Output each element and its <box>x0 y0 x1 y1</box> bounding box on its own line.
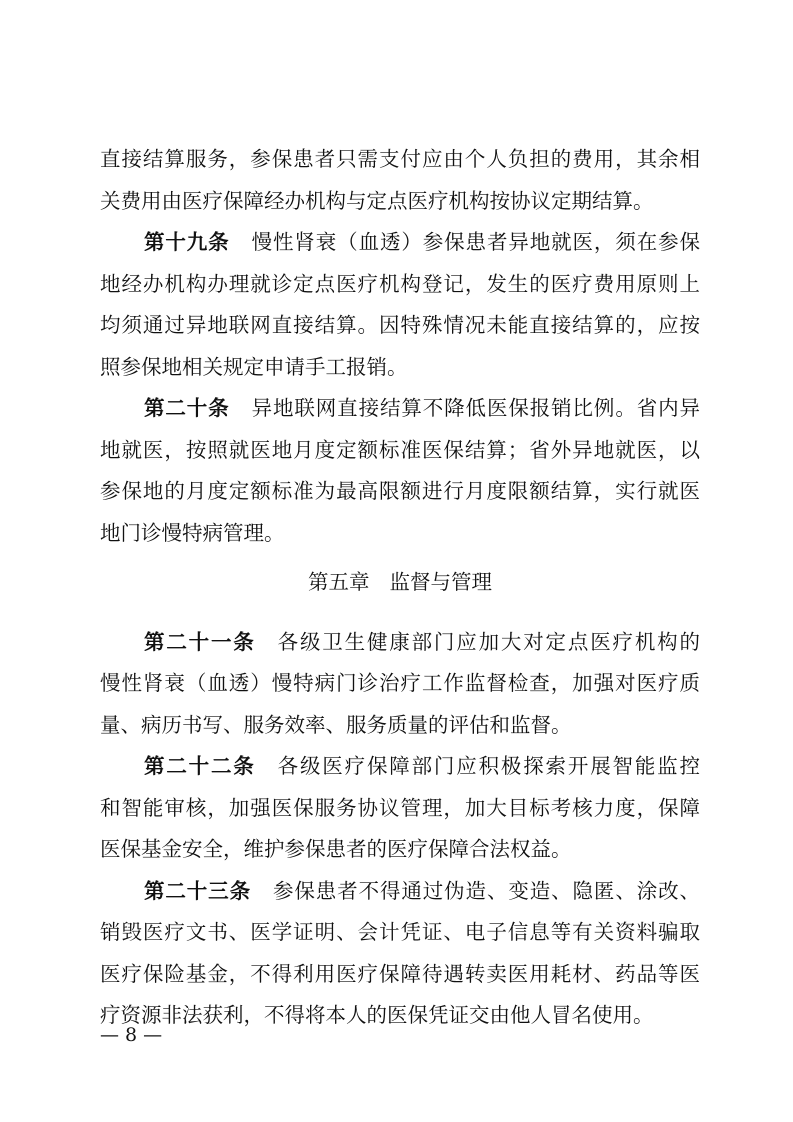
text-line: 医保基金安全，维护参保患者的医疗保障合法权益。 <box>100 837 572 861</box>
text-line: 地门诊慢特病管理。 <box>100 520 285 545</box>
text-line: 量、病历书写、服务效率、服务质量的评估和监督。 <box>100 712 572 737</box>
chapter-title: 监督与管理 <box>389 570 492 594</box>
text-line: 地经办机构办理就诊定点医疗机构登记，发生的医疗费用原则上 <box>100 271 700 296</box>
article-title: 第二十二条 <box>144 754 256 778</box>
text-line <box>100 871 700 913</box>
text-line <box>100 622 700 664</box>
article-20 <box>100 388 700 554</box>
text-line: 医疗保险基金，不得利用医疗保障待遇转卖医用耗材、药品等医 <box>100 961 700 986</box>
text-line: 参保地的月度定额标准为最高限额进行月度限额结算，实行就医 <box>100 479 700 503</box>
article-text: 慢性肾衰（血透）参保患者异地就医，须在参保 <box>251 230 701 254</box>
article-23 <box>100 871 700 1037</box>
text-line: 疗资源非法获利，不得将本人的医保凭证交由他人冒名使用。 <box>100 1003 654 1027</box>
chapter-number: 第五章 <box>308 570 370 594</box>
document-body <box>100 139 700 1037</box>
text-line: 慢性肾衰（血透）慢特病门诊治疗工作监督检查，加强对医疗质 <box>100 671 700 695</box>
article-19 <box>100 222 700 388</box>
article-text: 异地联网直接结算不降低医保报销比例。省内异 <box>251 396 701 420</box>
text-line: 销毁医疗文书、医学证明、会计凭证、电子信息等有关资料骗取 <box>100 920 700 944</box>
article-text: 各级卫生健康部门应加大对定点医疗机构的 <box>277 629 701 654</box>
text-line <box>100 388 700 430</box>
text-line <box>100 746 700 788</box>
text-line: 均须通过异地联网直接结算。因特殊情况未能直接结算的，应按 <box>100 313 700 337</box>
article-text: 各级医疗保障部门应积极探索开展智能监控 <box>277 754 701 778</box>
article-22 <box>100 746 700 871</box>
article-title: 第二十三条 <box>144 878 251 903</box>
text-line <box>100 222 700 264</box>
text-line: 关费用由医疗保障经办机构与定点医疗机构按协议定期结算。 <box>100 188 654 213</box>
article-21 <box>100 622 700 747</box>
text-line: 地就医，按照就医地月度定额标准医保结算；省外异地就医，以 <box>100 437 700 462</box>
article-title: 第十九条 <box>144 230 230 254</box>
text-line: 照参保地相关规定申请手工报销。 <box>100 354 408 379</box>
article-text: 参保患者不得通过伪造、变造、隐匿、涂改、 <box>272 878 701 903</box>
paragraph-continuation <box>100 139 700 222</box>
article-title: 第二十条 <box>144 396 230 420</box>
article-title: 第二十一条 <box>144 629 256 654</box>
page-number: — 8 — <box>100 1024 163 1046</box>
text-line: 直接结算服务，参保患者只需支付应由个人负担的费用，其余相 <box>100 147 700 171</box>
chapter-heading <box>100 562 700 604</box>
text-line: 和智能审核，加强医保服务协议管理，加大目标考核力度，保障 <box>100 795 700 820</box>
